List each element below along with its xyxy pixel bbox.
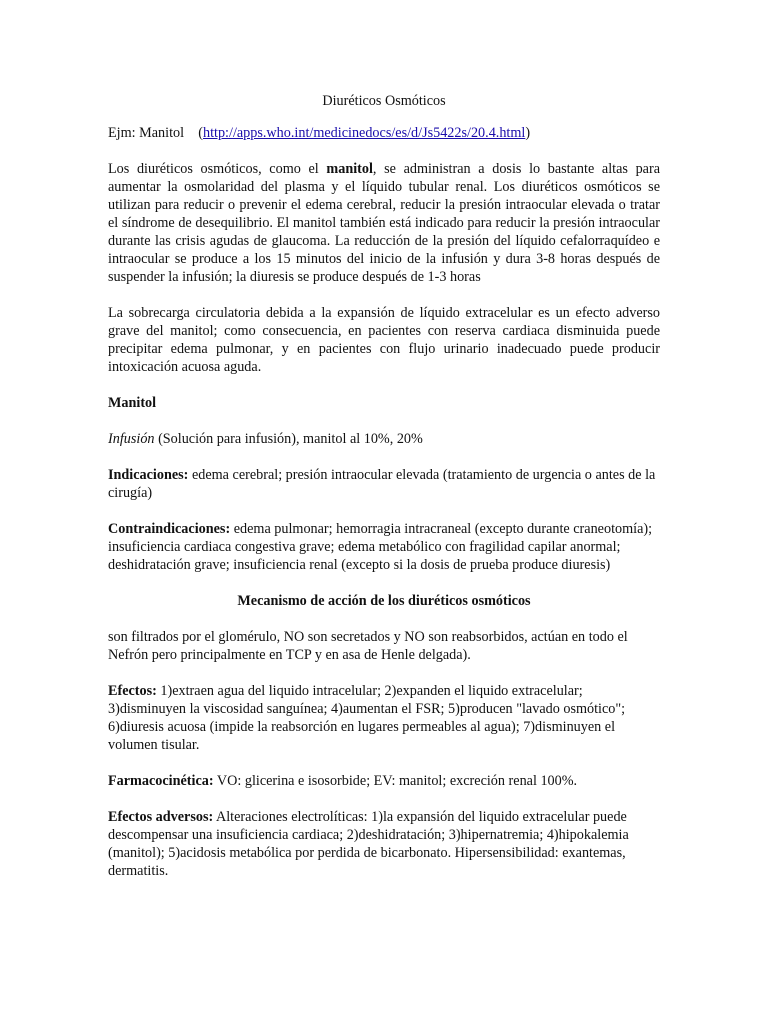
manitol-heading-text: Manitol — [108, 395, 157, 411]
efectos-paragraph — [108, 682, 660, 754]
indicaciones-text: edema cerebral; presión intraocular elevada (tratamiento de urgencia o antes de la cirugía) — [108, 467, 656, 501]
infusion-line — [108, 430, 660, 448]
efectos-label: Efectos: — [108, 683, 157, 699]
infusion-text: (Solución para infusión), manitol al 10%, 20% — [154, 431, 423, 447]
intro-paragraph — [108, 160, 660, 286]
mecanismo-paragraph: son filtrados por el glomérulo, NO son secretados y NO son reabsorbidos, actúan en todo el Nefrón pero principalmente en TCP y en asa de Henle delgada). — [108, 629, 628, 663]
efectos-adversos-label: Efectos adversos: — [108, 809, 214, 825]
mecanismo-heading: Mecanismo de acción de los diuréticos osmóticos — [237, 593, 531, 609]
example-line — [108, 124, 660, 142]
efectos-text: 1)extraen agua del liquido intracelular; 2)expanden el liquido extracelular; 3)disminuyen la viscosidad sanguínea; 4)aumentan el FSR; 5)producen "lavado osmótico"; 6)diuresis acuosa (impide la reabsorción en lugares permeables al agua); 7)disminuyen el volumen tisular. — [108, 683, 626, 753]
example-label: Ejm: Manitol — [108, 125, 185, 141]
intro-text-after: , se administran a dosis lo bastante altas para aumentar la osmolaridad del plasma y el líquido tubular renal. Los diuréticos osmóticos se utilizan para reducir o prevenir el edema cerebral, reducir la presión intraocular elevada o tratar el síndrome de desequilibrio. El manitol también está indicado para reducir la presión intraocular durante las crisis agudas de glaucoma. La reducción de la presión del líquido cefalorraquídeo e intraocular se produce a los 15 minutos del inicio de la infusión y dura 3-8 horas después de suspender la infusión; la diuresis se produce después de 1-3 horas — [108, 161, 660, 285]
document-title: Diuréticos Osmóticos — [322, 93, 446, 109]
intro-text-before: Los diuréticos osmóticos, como el — [108, 161, 327, 177]
overload-paragraph: La sobrecarga circulatoria debida a la expansión de líquido extracelular es un efecto adverso grave del manitol; como consecuencia, en pacientes con reserva cardiaca disminuida puede precipitar edema pulmonar, y en pacientes con flujo urinario inadecuado puede producir intoxicación acuosa aguda. — [108, 305, 660, 375]
farmacocinetica-label: Farmacocinética: — [108, 773, 214, 789]
contraindicaciones-label: Contraindicaciones: — [108, 521, 231, 537]
indicaciones-label: Indicaciones: — [108, 467, 189, 483]
contraindicaciones-text: edema pulmonar; hemorragia intracraneal (excepto durante craneotomía); insuficiencia cardiaca congestiva grave; edema metabólico con fragilidad capilar anormal; deshidratación grave; insuficiencia renal (excepto si la dosis de prueba produce diuresis) — [108, 521, 653, 573]
manitol-heading — [108, 394, 660, 412]
farmacocinetica-text: VO: glicerina e isosorbide; EV: manitol; excreción renal 100%. — [213, 773, 578, 789]
intro-bold-manitol: manitol — [326, 161, 373, 177]
efectos-adversos-paragraph — [108, 808, 660, 880]
who-reference-link[interactable]: http://apps.who.int/medicinedocs/es/d/Js5422s/20.4.html — [202, 125, 526, 141]
efectos-adversos-text: Alteraciones electrolíticas: 1)la expansión del liquido extracelular puede descompensar una insuficiencia cardiaca; 2)deshidratación; 3)hipernatremia; 4)hipokalemia (manitol); 5)acidosis metabólica por perdida de bicarbonato. Hipersensibilidad: exantemas, dermatitis. — [108, 809, 629, 879]
infusion-label: Infusión — [108, 431, 155, 447]
example-open-paren: ( — [198, 125, 203, 141]
farmacocinetica-paragraph — [108, 772, 660, 790]
indicaciones-paragraph — [108, 466, 660, 502]
contraindicaciones-paragraph — [108, 520, 660, 574]
example-close-paren: ) — [525, 125, 531, 141]
